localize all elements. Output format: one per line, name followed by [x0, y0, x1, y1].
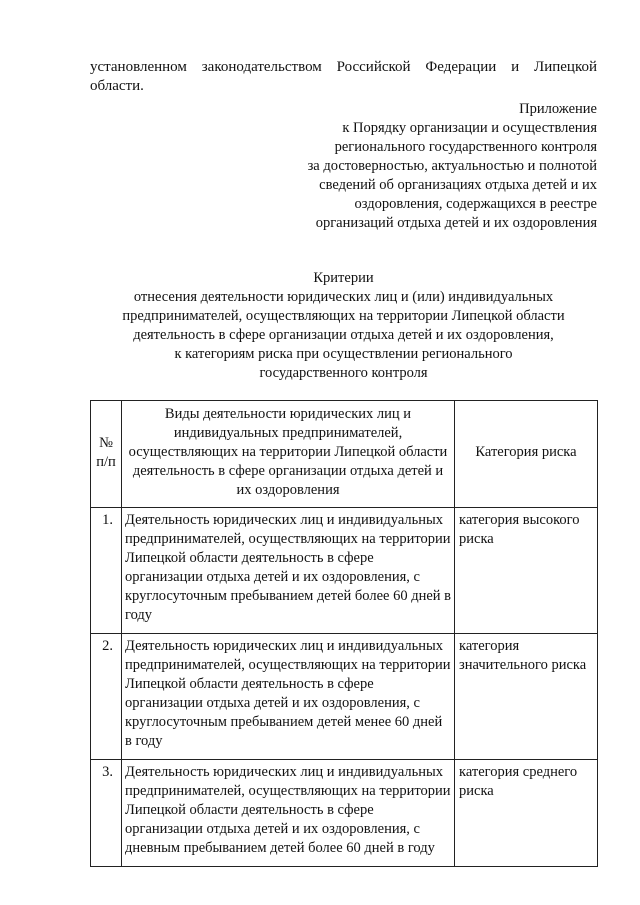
appendix-line: Приложение [519, 101, 597, 117]
row-risk: категория среднего риска [455, 760, 598, 867]
appendix-line: сведений об организациях отдыха детей и их [319, 177, 597, 193]
title-line: деятельность в сфере организации отдыха детей и их оздоровления, [133, 327, 554, 343]
row-activity: Деятельность юридических лиц и индивидуальных предпринимателей, осуществляющих на территории Липецкой области деятельность в сфере организации отдыха детей и их оздоровления, с круглосуточным пребыванием детей менее 60 дней в году [122, 634, 455, 760]
table-header-row [91, 401, 598, 508]
row-activity: Деятельность юридических лиц и индивидуальных предпринимателей, осуществляющих на территории Липецкой области деятельность в сфере организации отдыха детей и их оздоровления, с круглосуточным пребыванием детей более 60 дней в году [122, 508, 455, 634]
row-num: 1. [91, 508, 122, 634]
row-num: 3. [91, 760, 122, 867]
table-row [91, 634, 598, 760]
document-page [90, 58, 597, 867]
title-line: Критерии [313, 270, 374, 286]
row-activity: Деятельность юридических лиц и индивидуальных предпринимателей, осуществляющих на территории Липецкой области деятельность в сфере организации отдыха детей и их оздоровления, с дневным пребыванием детей более 60 дней в году [122, 760, 455, 867]
title-line: предпринимателей, осуществляющих на территории Липецкой области [122, 308, 565, 324]
table-row [91, 508, 598, 634]
title-line: к категориям риска при осуществлении регионального [174, 346, 513, 362]
header-risk: Категория риска [455, 401, 598, 508]
title-line: государственного контроля [259, 365, 428, 381]
appendix-line: регионального государственного контроля [334, 139, 597, 155]
intro-paragraph: установленном законодательством Российской Федерации и Липецкой области. [90, 59, 597, 94]
table-row [91, 760, 598, 867]
title-line: отнесения деятельности юридических лиц и (или) индивидуальных [133, 289, 554, 305]
document-title [90, 269, 597, 383]
header-num: № п/п [91, 401, 122, 508]
appendix-line: организаций отдыха детей и их оздоровления [315, 215, 597, 231]
appendix-line: оздоровления, содержащихся в реестре [354, 196, 597, 212]
header-activity: Виды деятельности юридических лиц и индивидуальных предпринимателей, осуществляющих на территории Липецкой области деятельность в сфере организации отдыха детей и их оздоровления [122, 401, 455, 508]
appendix-block [90, 100, 597, 233]
appendix-line: к Порядку организации и осуществления [342, 120, 597, 136]
row-num: 2. [91, 634, 122, 760]
row-risk: категория высокого риска [455, 508, 598, 634]
appendix-line: за достоверностью, актуальностью и полнотой [307, 158, 597, 174]
risk-criteria-table [90, 400, 598, 867]
row-risk: категория значительного риска [455, 634, 598, 760]
